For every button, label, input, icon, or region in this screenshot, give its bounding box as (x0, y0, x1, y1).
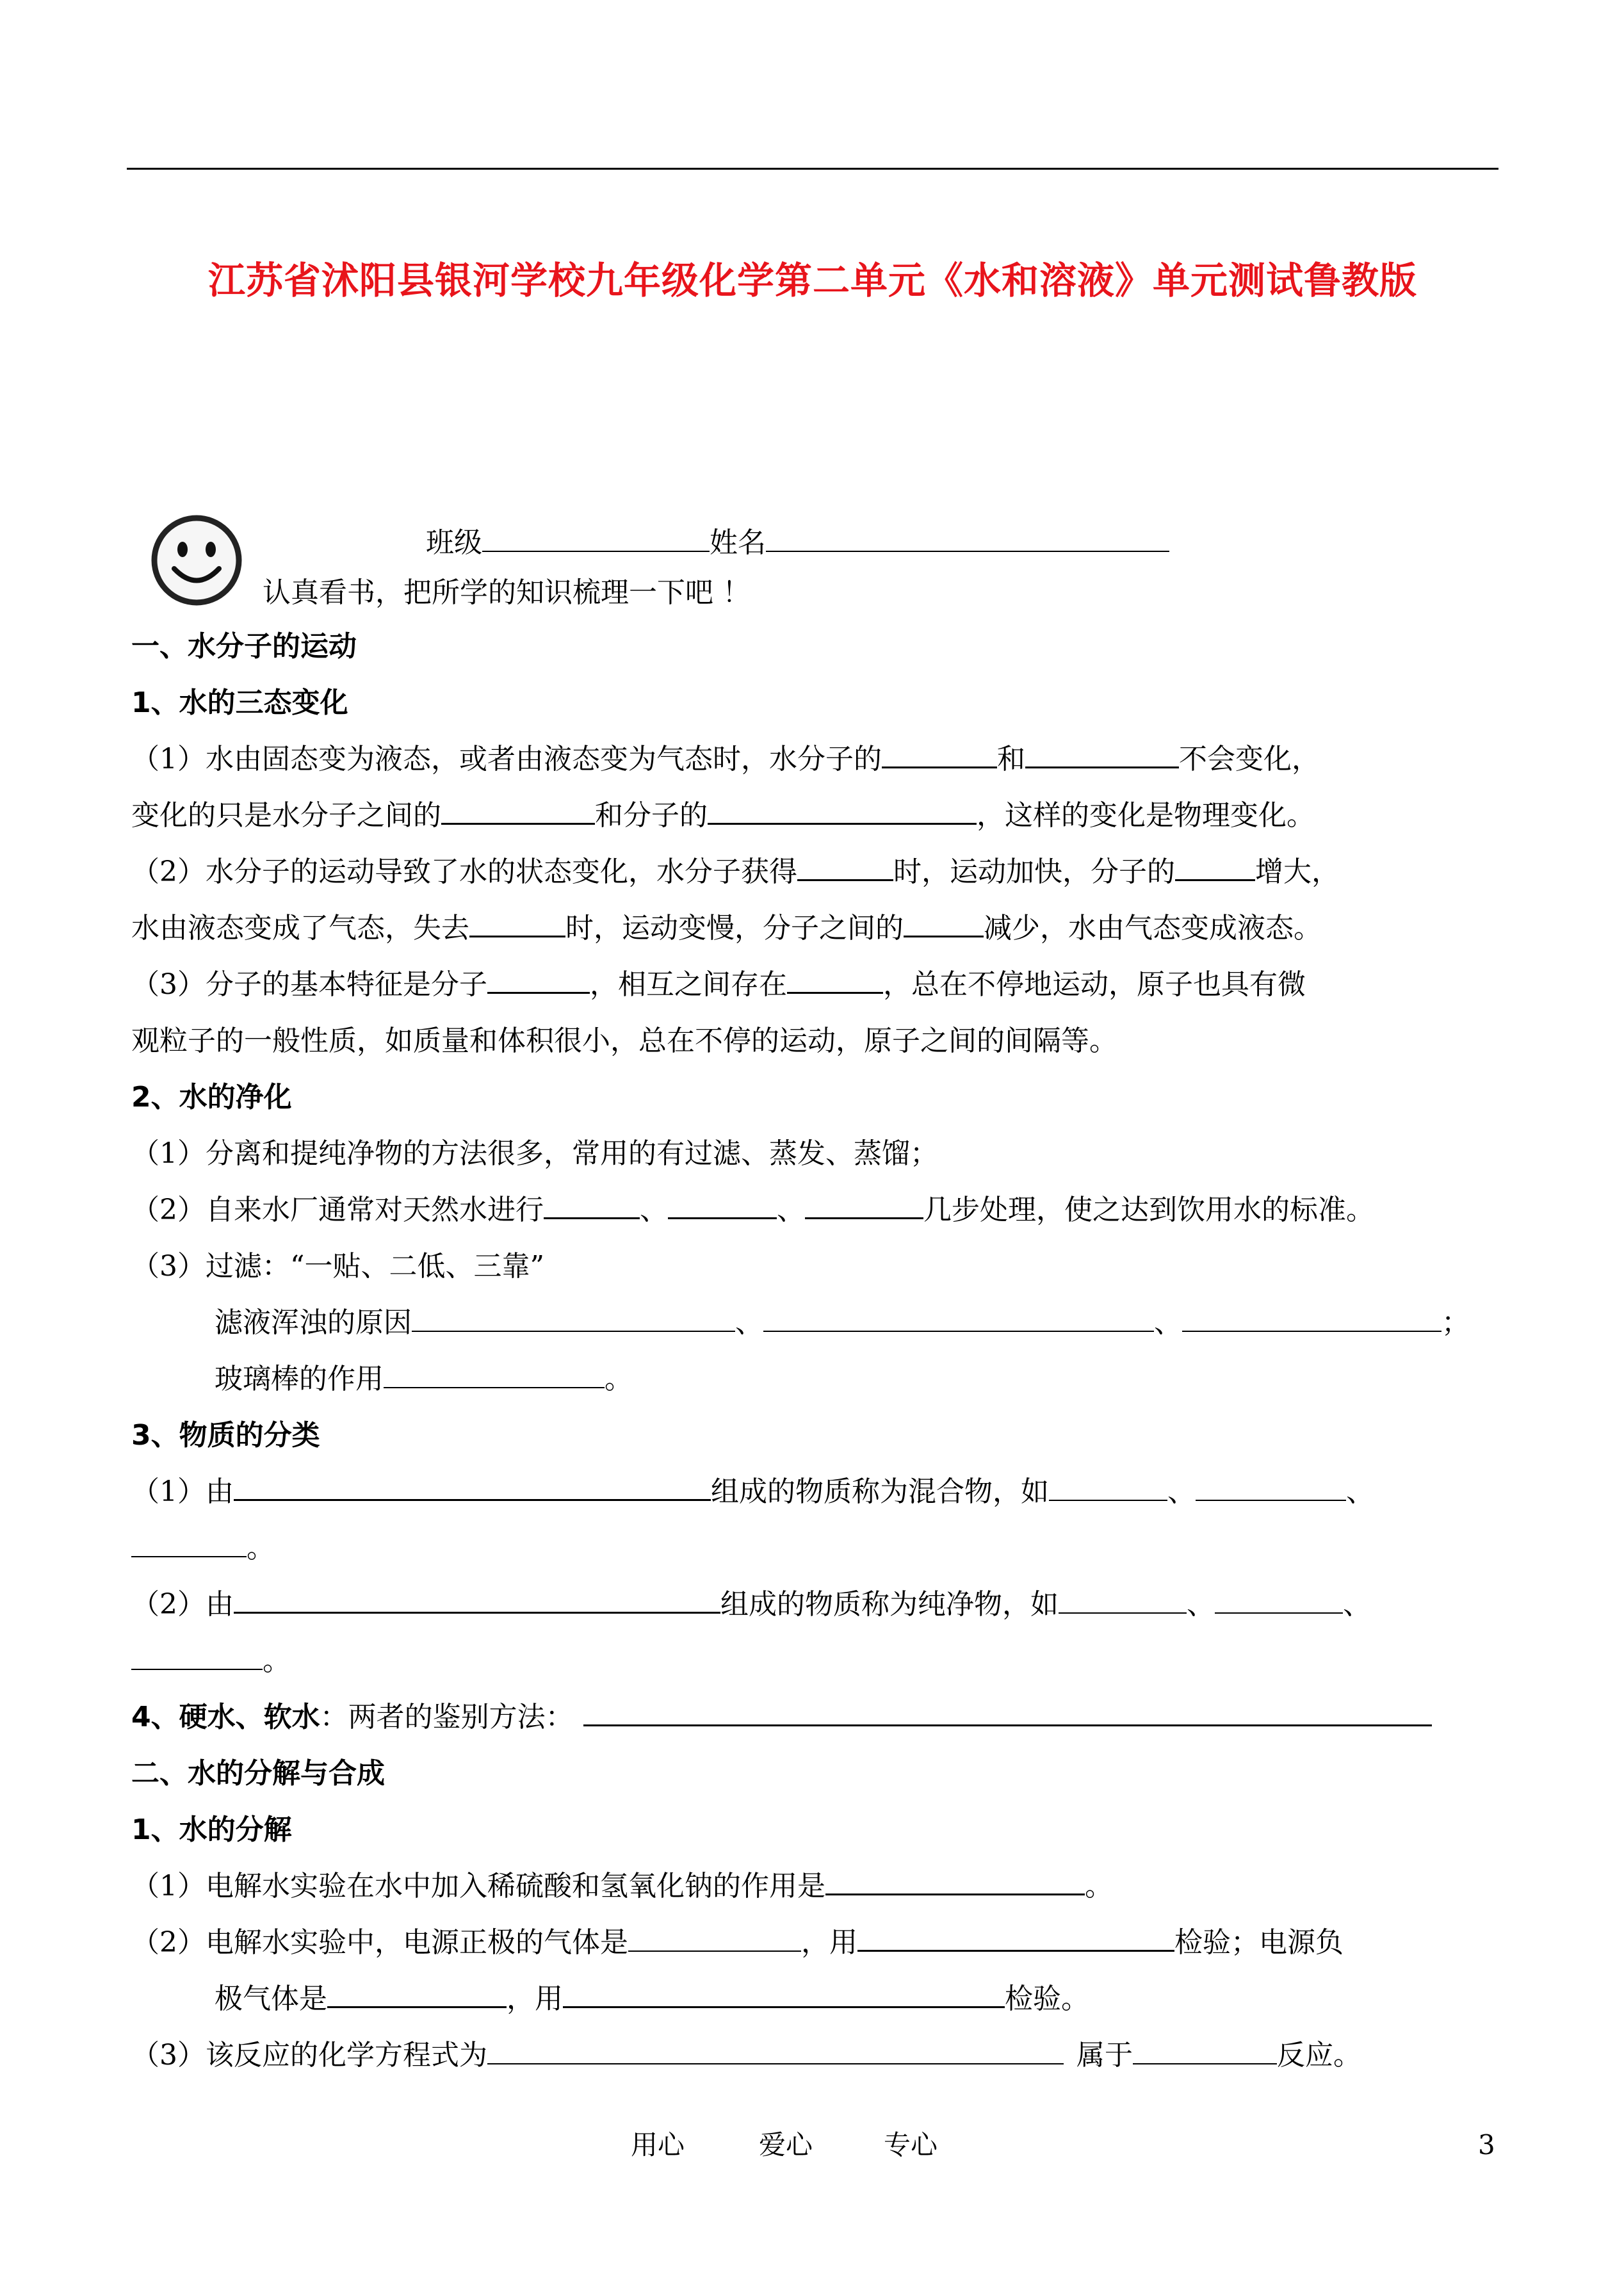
blank[interactable] (487, 966, 590, 994)
section2-heading: 二、水的分解与合成 (131, 1757, 385, 1790)
glass-rod-line: 玻璃棒的作用 。 (215, 1363, 633, 1395)
electrolysis-line2: （2）电解水实验中，电源正极的气体是 ，用 检验；电源负 (131, 1924, 1502, 1962)
electrolysis-line1: （1）电解水实验在水中加入稀硫酸和氢氧化钠的作用是 。 (131, 1867, 1502, 1906)
filtrate-line: 滤液浑浊的原因 、 、 ； (215, 1306, 1470, 1339)
electrolysis-line4: （3）该反应的化学方程式为 属于 反应。 (131, 2039, 1361, 2072)
electrolysis-line3: 极气体是 ，用 检验。 (215, 1980, 1502, 2018)
class-name-line (426, 524, 1502, 562)
pure-line: （2）由 组成的物质称为纯净物，如 、 、 (131, 1585, 1502, 1624)
q3-line2: 观粒子的一般性质，如质量和体积很小，总在不停的运动，原子之间的间隔等。 (131, 1025, 1117, 1057)
q3-line1: （3）分子的基本特征是分子 ，相互之间存在 ，总在不停地运动，原子也具有微 (131, 966, 1502, 1004)
class-label: 班级 (426, 526, 482, 559)
class-blank[interactable] (482, 525, 710, 552)
blank[interactable] (797, 854, 893, 881)
footer-word-3: 专心 (884, 2129, 938, 2161)
blank[interactable] (805, 1192, 923, 1219)
blank[interactable] (469, 910, 565, 937)
blank[interactable] (234, 1586, 720, 1614)
purify-line1: （1）分离和提纯净物的方法很多，常用的有过滤、蒸发、蒸馏； (131, 1137, 938, 1170)
smiley-face-icon (149, 512, 245, 608)
section1-heading: 一、水分子的运动 (131, 630, 357, 663)
blank[interactable] (234, 1473, 711, 1501)
q1-line1: （1）水由固态变为液态，或者由液态变为气态时，水分子的 和 不会变化， (131, 740, 1502, 779)
blank[interactable] (441, 797, 595, 825)
pure-line2: 。 (131, 1642, 1502, 1680)
blank[interactable] (1049, 1474, 1167, 1501)
hard-soft-water-line: 4、硬水、软水：两者的鉴别方法： (131, 1698, 1502, 1737)
intro-text: 认真看书，把所学的知识梳理一下吧 ！ (263, 576, 751, 609)
blank[interactable] (825, 1868, 1085, 1895)
q2-line2: 水由液态变成了气态，失去 时，运动变慢，分子之间的 减少，水由气态变成液态。 (131, 909, 1502, 948)
section1-sub2: 2、水的净化 (131, 1081, 292, 1114)
purify-line2: （2）自来水厂通常对天然水进行 、 、 几步处理，使之达到饮用水的标准。 (131, 1191, 1502, 1229)
blank[interactable] (857, 1924, 1174, 1952)
page-number: 3 (1478, 2129, 1495, 2161)
document-title: 江苏省沭阳县银河学校九年级化学第二单元《水和溶液》单元测试鲁教版 (207, 259, 1417, 302)
blank[interactable] (1025, 741, 1179, 768)
blank[interactable] (904, 910, 984, 937)
blank[interactable] (1215, 1587, 1343, 1614)
blank[interactable] (1133, 2038, 1277, 2064)
footer-word-2: 爱心 (759, 2129, 813, 2161)
blank[interactable] (384, 1361, 605, 1388)
section2-sub1: 1、水的分解 (131, 1813, 292, 1846)
blank[interactable] (763, 1305, 1154, 1332)
blank[interactable] (327, 1981, 507, 2008)
name-label: 姓名 (710, 526, 766, 559)
q2-line1: （2）水分子的运动导致了水的状态变化，水分子获得 时，运动加快，分子的 增大， (131, 853, 1502, 891)
blank[interactable] (487, 2038, 1064, 2064)
blank[interactable] (708, 797, 977, 825)
mixture-line2: 。 (131, 1529, 1502, 1568)
section1-sub1: 1、水的三态变化 (131, 686, 348, 719)
name-blank[interactable] (766, 525, 1169, 552)
top-rule (127, 168, 1498, 170)
footer-word-1: 用心 (631, 2129, 685, 2161)
blank[interactable] (1175, 854, 1255, 881)
blank[interactable] (563, 1981, 1005, 2008)
blank[interactable] (628, 1925, 801, 1952)
blank[interactable] (668, 1192, 777, 1219)
q1-line2: 变化的只是水分子之间的 和分子的 ，这样的变化是物理变化。 (131, 797, 1502, 835)
blank[interactable] (544, 1192, 640, 1219)
blank[interactable] (583, 1699, 1432, 1726)
blank[interactable] (131, 1530, 247, 1557)
blank[interactable] (882, 741, 997, 768)
blank[interactable] (787, 966, 883, 994)
blank[interactable] (1182, 1305, 1441, 1332)
blank[interactable] (412, 1305, 735, 1332)
purify-line3: （3）过滤：“一贴、二低、三靠” (131, 1250, 544, 1283)
mixture-line: （1）由 组成的物质称为混合物，如 、 、 (131, 1473, 1502, 1511)
blank[interactable] (1196, 1474, 1346, 1501)
blank[interactable] (131, 1643, 263, 1670)
blank[interactable] (1059, 1587, 1187, 1614)
section1-sub3: 3、物质的分类 (131, 1419, 320, 1452)
